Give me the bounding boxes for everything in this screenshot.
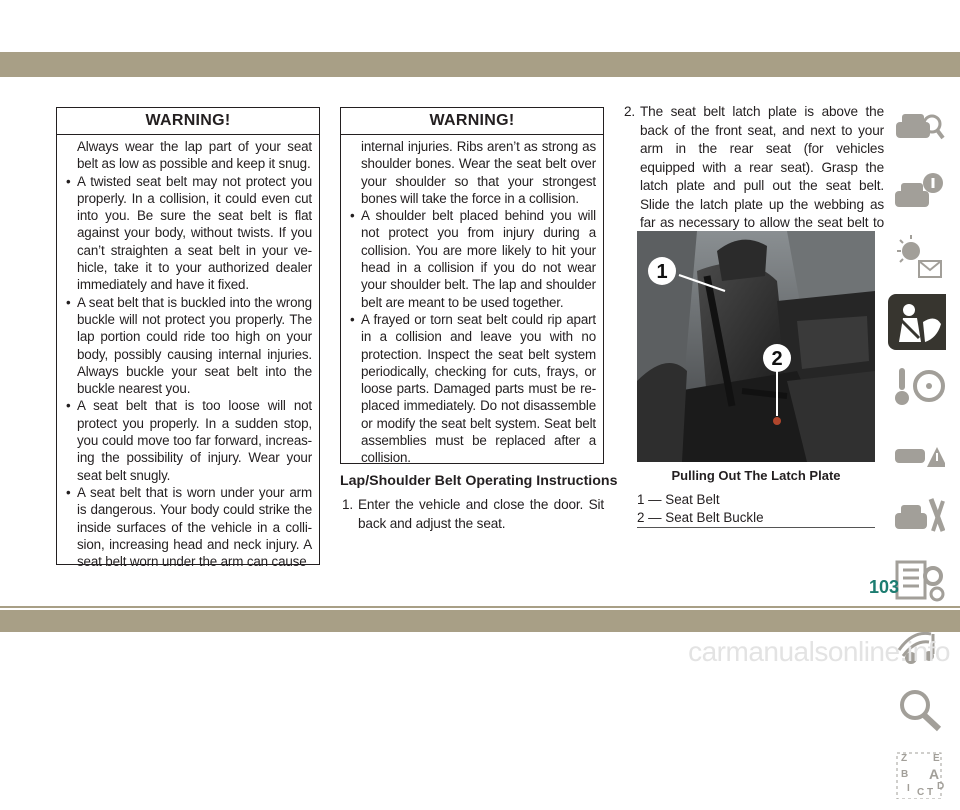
legend-item: 2 — Seat Belt Buckle [637,509,875,528]
service-maintenance-icon [893,491,945,541]
starting-operating-icon [893,362,945,412]
index-icon [893,749,945,799]
chapter-tab-search[interactable] [888,681,946,737]
bottom-band [0,610,960,632]
top-bar [0,52,960,77]
warning-bullet: • A frayed or torn seat belt could rip apart in a collision and leave you with no protection. Inspect the seat belt system periodically, checking for cuts, frays, or loose parts. Damaged parts must be re-placed immediately. Do not disassemble or modify the seat belt system. Seat belt assemblies must be replaced after a collision. [361,311,596,467]
chapter-tabs [888,100,946,810]
watermark: carmanualsonline.info [688,636,950,667]
chapter-tab-emergency[interactable] [888,423,946,479]
latch-plate-photo [637,231,875,462]
warning-box-left [56,107,320,570]
step-2 [624,103,884,251]
chapter-tab-starting-operating[interactable] [888,358,946,414]
svg-text:C: C [917,787,925,798]
bottom-thin-line [0,606,960,608]
svg-text:E: E [933,753,940,764]
warning-bullet: • A seat belt that is too loose will not protect you properly. In a sudden stop, you could move too far forward, increas-ing the possibility of injury. Wear your seat belt snugly. [77,397,312,483]
svg-text:A: A [929,766,940,782]
figure-caption: Pulling Out The Latch Plate [671,468,841,483]
callout-1: 1 [656,261,668,283]
warning-bullet: • A twisted seat belt may not protect you properly. In a collision, it could even cut into you. Be sure the seat belt is flat against your body, without twists. If you can’t straighten a seat belt in your ve-hicle, take it to your authorized dealer immediately and have it fixed. [77,173,312,294]
chapter-tab-vehicle-inspect[interactable] [888,100,946,156]
warning-box-middle [340,107,604,464]
step-number: 1. [342,497,354,512]
warning-bullet: • A seat belt that is buckled into the wrong buckle will not protect you properly. The lap portion could ride too high on your body, possibly causing internal injuries. Always buckle your seat belt into the buckle nearest you. [77,294,312,398]
chapter-tab-service-maintenance[interactable] [888,487,946,543]
warning-title: WARNING! [57,108,319,135]
chapter-tab-index[interactable] [888,745,946,801]
warning-bullet: • A shoulder belt placed behind you will not protect you from injury during a collision. You are more likely to hit your head in a collision if you do not wear your shoulder belt. The lap and shoulder belt are meant to be used together. [361,207,596,311]
svg-text:D: D [937,781,945,792]
chapter-tab-warning-lights[interactable] [888,229,946,285]
chapter-tab-vehicle-info[interactable] [888,165,946,221]
svg-text:B: B [901,769,909,780]
svg-text:T: T [927,787,934,798]
step-number: 2. [624,104,636,119]
warning-body [341,135,603,467]
warning-paragraph: Always wear the lap part of your seat belt as low as possible and keep it snug. [77,139,312,172]
svg-text:I: I [907,783,910,794]
step-text: The seat belt latch plate is above the back of the front seat, and next to your arm in the rear seat (for vehicles equipped with a rear seat). Grasp the latch plate and pull out the seat belt. Slide the latch plate up the webbing as far as necessary to allow the seat belt to [640,104,884,230]
step-text: Enter the vehicle and close the door. Sit back and adjust the seat. [358,497,604,531]
step-1 [342,496,604,533]
section-heading: Lap/Shoulder Belt Operating Instructions [340,473,618,489]
warning-paragraph: internal injuries. Ribs aren’t as strong as shoulder bones. Wear the seat belt over your shoulder so that your strongest bones will take the force in a collision. [361,139,596,206]
callout-2: 2 [771,348,783,370]
warning-bullet: • A seat belt that is worn under your arm is dangerous. Your body could strike the inside surfaces of the vehicle in a colli-sion, increasing head and neck injury. A seat belt worn under the arm can cause [77,484,312,570]
warning-title: WARNING! [341,108,603,135]
figure-legend [637,491,875,528]
svg-text:Z: Z [901,753,908,764]
legend-item: 1 — Seat Belt [637,492,720,507]
seat-illustration [637,231,875,462]
vehicle-info-icon [893,169,945,219]
emergency-icon [893,427,945,477]
vehicle-inspect-icon [893,104,945,154]
search-icon [893,685,945,735]
safety-icon [893,298,945,348]
warning-lights-icon [893,233,945,283]
chapter-tab-safety[interactable] [888,294,946,350]
top-band [0,0,960,80]
page-number: 103 [868,577,900,597]
warning-body [57,135,319,570]
